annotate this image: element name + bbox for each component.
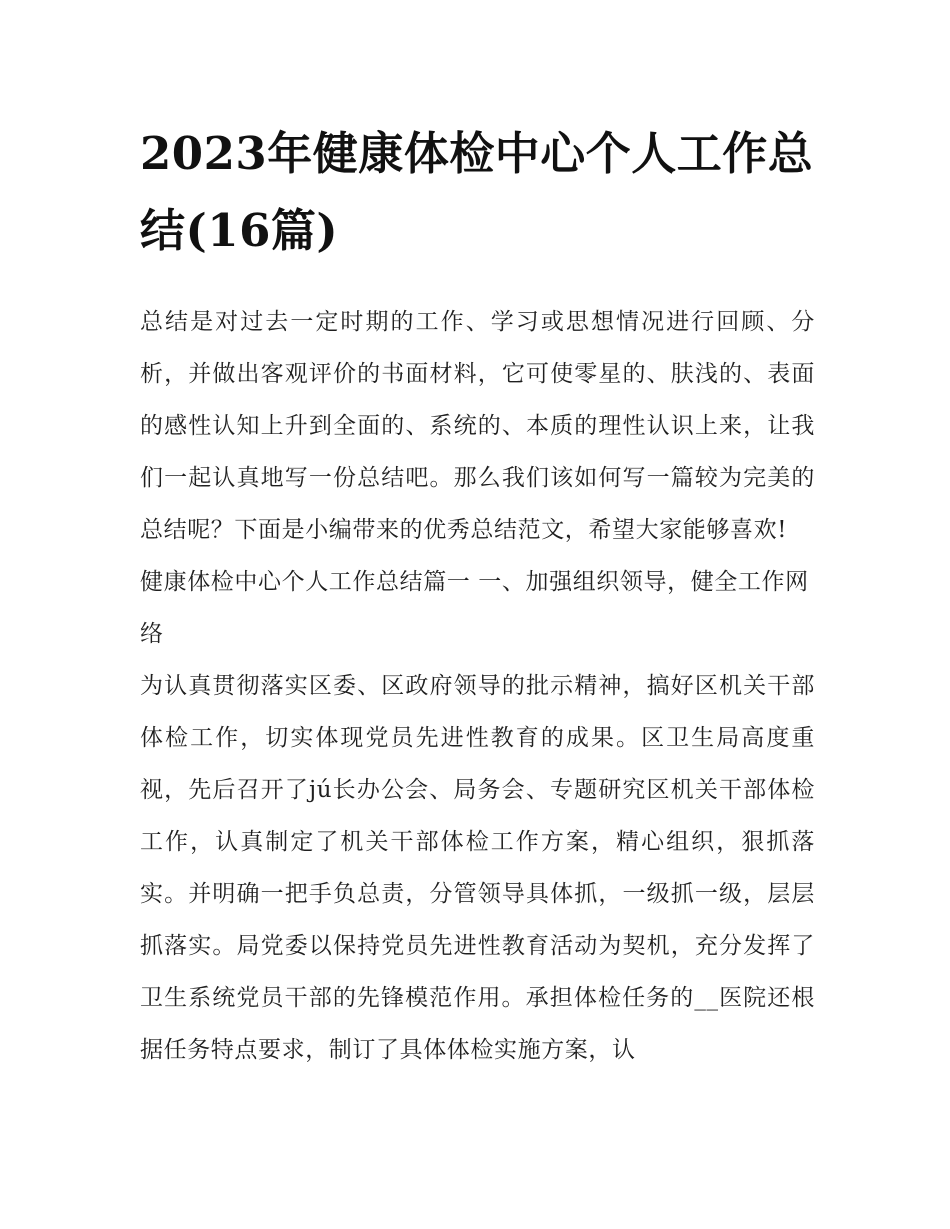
document-content [140,115,815,1076]
body-paragraph: 为认真贯彻落实区委、区政府领导的批示精神，搞好区机关干部体检工作，切实体现党员先进性教育的成果。区卫生局高度重视，先后召开了jú长办公会、局务会、专题研究区机关干部体检工作，认真制定了机关干部体检工作方案，精心组织，狠抓落实。并明确一把手负总责，分管领导具体抓，一级抓一级，层层抓落实。局党委以保持党员先进性教育活动为契机，充分发挥了卫生系统党员干部的先锋模范作用。承担体检任务的__医院还根据任务特点要求，制订了具体体检实施方案，认 [140,673,815,1063]
intro-paragraph: 总结是对过去一定时期的工作、学习或思想情况进行回顾、分析，并做出客观评价的书面材料，它可使零星的、肤浅的、表面的感性认知上升到全面的、系统的、本质的理性认识上来，让我们一起认真地写一份总结吧。那么我们该如何写一篇较为完美的总结呢？下面是小编带来的优秀总结范文，希望大家能够喜欢! [140,309,815,543]
document-title: 2023年健康体检中心个人工作总结(16篇) [140,127,814,257]
section-heading: 健康体检中心个人工作总结篇一 一、加强组织领导，健全工作网络 [140,569,809,647]
